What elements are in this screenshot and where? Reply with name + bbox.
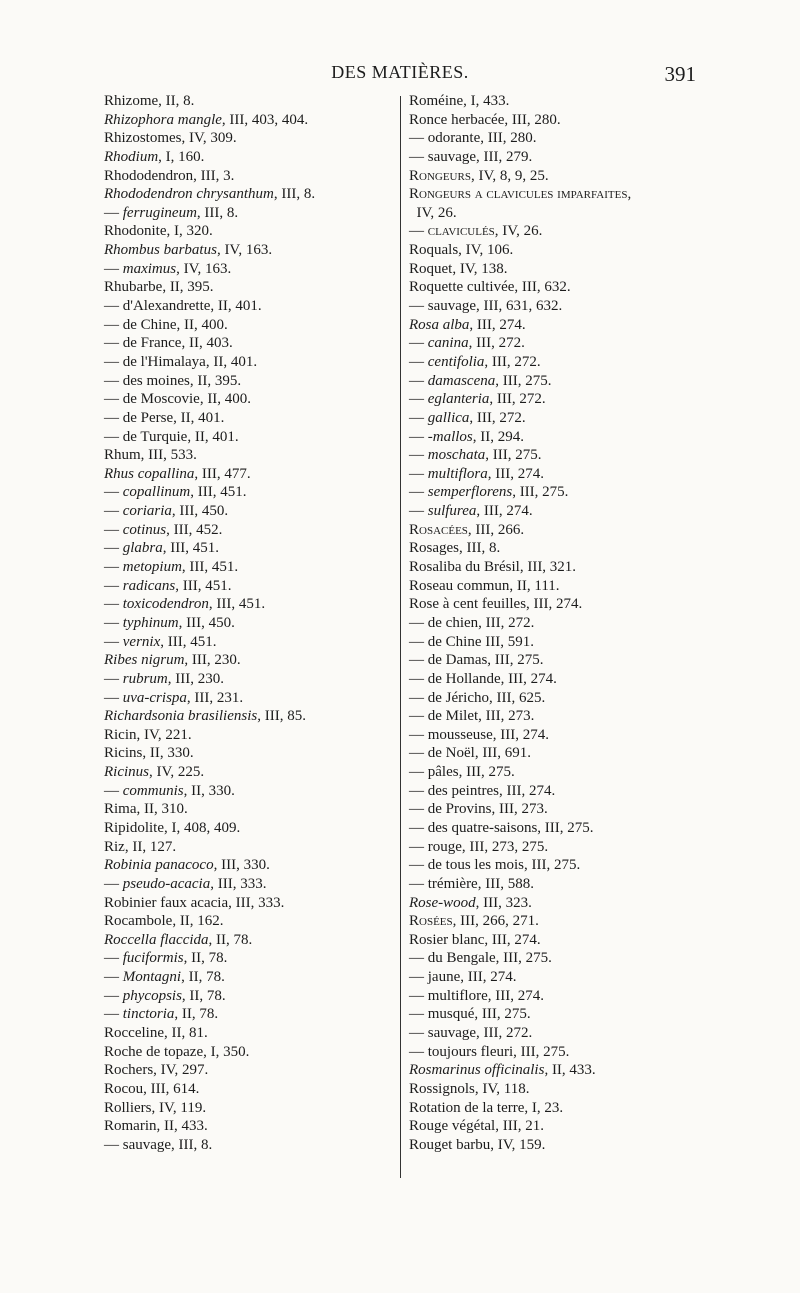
index-entry: — odorante, III, 280. [409,130,537,147]
column-divider [400,96,401,1178]
index-entry: — centifolia, III, 272. [409,353,541,370]
index-entry: Roquals, IV, 106. [409,242,514,259]
index-entry: Rhodium, I, 160. [104,148,205,165]
index-entry: — -mallos, II, 294. [409,428,524,445]
index-entry: Rochers, IV, 297. [104,1062,209,1079]
index-entry: Rhizome, II, 8. [104,93,195,109]
index-entry: Riz, II, 127. [104,838,177,855]
index-entry: — des moines, II, 395. [104,372,242,389]
index-entry: — damascena, III, 275. [409,372,552,389]
index-entry: Rose à cent feuilles, III, 274. [409,596,583,613]
index-entry: Rocceline, II, 81. [104,1025,208,1042]
index-entry: — eglanteria, III, 272. [409,391,546,408]
running-title: DES MATIÈRES. [331,62,469,82]
index-entry: Rhus copallina, III, 477. [104,465,251,482]
index-entry: — copallinum, III, 451. [104,484,247,501]
index-entry: — de Hollande, III, 274. [409,670,557,687]
index-entry: — sauvage, III, 279. [409,148,533,165]
index-entry: — maximus, IV, 163. [104,260,232,277]
index-entry: Ricinus, IV, 225. [104,764,205,781]
index-entry: — des quatre-saisons, III, 275. [409,819,594,836]
index-entry: — de Moscovie, II, 400. [104,391,252,408]
index-entry: — trémière, III, 588. [409,875,534,892]
index-entry: Ricins, II, 330. [104,745,194,762]
index-entry: — claviculés, IV, 26. [409,223,543,240]
index-entry: Rhombus barbatus, IV, 163. [104,242,273,259]
index-entry: — de Turquie, II, 401. [104,428,239,445]
index-entry: — de Jéricho, III, 625. [409,689,546,706]
page-header [0,62,800,86]
index-entry: — tinctoria, II, 78. [104,1006,219,1023]
index-entry: — multiflore, III, 274. [409,987,544,1004]
index-entry: Rocou, III, 614. [104,1080,200,1097]
index-entry: — musqué, III, 275. [409,1006,531,1023]
index-entry: — semperflorens, III, 275. [409,484,569,501]
index-entry: Rhododendron, III, 3. [104,167,235,184]
index-entry: Roquette cultivée, III, 632. [409,279,571,296]
index-entry: Robinier faux acacia, III, 333. [104,894,285,911]
index-entry: Roquet, IV, 138. [409,260,508,277]
index-entry: Rosaliba du Brésil, III, 321. [409,559,577,576]
index-entry: — communis, II, 330. [104,782,235,799]
index-entry: — du Bengale, III, 275. [409,950,552,967]
index-entry: — glabra, III, 451. [104,540,220,557]
index-entry: — de Perse, II, 401. [104,409,225,426]
index-entry: — de Damas, III, 275. [409,652,544,669]
index-entry: — phycopsis, II, 78. [104,987,226,1004]
index-column-left [104,92,394,1155]
index-entry: Rossignols, IV, 118. [409,1080,530,1097]
index-entry: — toxicodendron, III, 451. [104,596,266,613]
index-entry: — gallica, III, 272. [409,409,526,426]
index-entry: — Montagni, II, 78. [104,969,225,986]
index-entry: Rhizostomes, IV, 309. [104,130,237,147]
index-entry: Rongeurs, IV, 8, 9, 25. [409,167,549,184]
index-entry: — de chien, III, 272. [409,614,535,631]
index-entry: — de Milet, III, 273. [409,708,535,725]
index-entry: Ricin, IV, 221. [104,726,192,743]
index-entry: Rosages, III, 8. [409,540,501,557]
index-entry: Rolliers, IV, 119. [104,1099,207,1116]
index-entry: — de l'Himalaya, II, 401. [104,353,258,370]
index-entry: Ripidolite, I, 408, 409. [104,819,241,836]
index-entry: Roméine, I, 433. [409,93,510,109]
index-entry: Rhodonite, I, 320. [104,223,213,240]
page-number: 391 [664,62,696,86]
index-entry: — mousseuse, III, 274. [409,726,549,743]
index-entry: Roccella flaccida, II, 78. [104,931,253,948]
index-entry: Rouget barbu, IV, 159. [409,1136,546,1153]
index-entry: — multiflora, III, 274. [409,465,545,482]
index-entry: — des peintres, III, 274. [409,782,556,799]
index-entry: Romarin, II, 433. [104,1118,208,1135]
index-entry: — jaune, III, 274. [409,969,517,986]
index-entry: — fuciformis, II, 78. [104,950,228,967]
index-entry: — cotinus, III, 452. [104,521,223,538]
index-entry: Rima, II, 310. [104,801,188,818]
index-entry: IV, 26. [409,204,457,221]
index-entry: Rhododendron chrysanthum, III, 8. [104,186,316,203]
index-entry: Rhum, III, 533. [104,447,197,464]
index-entry: Robinia panacoco, III, 330. [104,857,270,874]
index-entry: Roseau commun, II, 111. [409,577,560,594]
index-entry: — coriaria, III, 450. [104,503,229,520]
index-entry: Rotation de la terre, I, 23. [409,1099,564,1116]
index-entry: — sauvage, III, 631, 632. [409,298,563,315]
index-entry: — rouge, III, 273, 275. [409,838,549,855]
index-entry: — de tous les mois, III, 275. [409,857,581,874]
index-entry: Rosier blanc, III, 274. [409,931,541,948]
index-entry: — d'Alexandrette, II, 401. [104,298,262,315]
index-entry: — de France, II, 403. [104,335,233,352]
index-entry: — typhinum, III, 450. [104,614,235,631]
index-entry: — uva-crispa, III, 231. [104,689,244,706]
index-entry: — de Chine, II, 400. [104,316,228,333]
index-entry: Rosa alba, III, 274. [409,316,526,333]
index-entry: — moschata, III, 275. [409,447,542,464]
index-entry: Rose-wood, III, 323. [409,894,532,911]
index-entry: — sauvage, III, 8. [104,1136,213,1153]
index-entry: — de Noël, III, 691. [409,745,532,762]
index-entry: — vernix, III, 451. [104,633,217,650]
index-entry: Rouge végétal, III, 21. [409,1118,544,1135]
index-entry: — pâles, III, 275. [409,764,515,781]
index-entry: — sulfurea, III, 274. [409,503,533,520]
index-entry: Roche de topaze, I, 350. [104,1043,250,1060]
index-entry: Rocambole, II, 162. [104,913,224,930]
index-entry: Rhubarbe, II, 395. [104,279,214,296]
index-entry: — canina, III, 272. [409,335,525,352]
index-entry: — de Chine III, 591. [409,633,534,650]
index-entry: Rosacées, III, 266. [409,521,525,538]
index-entry: — rubrum, III, 230. [104,670,225,687]
index-entry: Rongeurs a clavicules imparfaites, [409,186,632,203]
index-entry: — de Provins, III, 273. [409,801,548,818]
index-entry: Ribes nigrum, III, 230. [104,652,241,669]
index-entry: Richardsonia brasiliensis, III, 85. [104,708,306,725]
index-entry: — radicans, III, 451. [104,577,232,594]
index-entry: Rosées, III, 266, 271. [409,913,539,930]
index-entry: — toujours fleuri, III, 275. [409,1043,570,1060]
index-entry: — ferrugineum, III, 8. [104,204,239,221]
index-entry: Rosmarinus officinalis, II, 433. [409,1062,596,1079]
index-entry: Ronce herbacée, III, 280. [409,111,561,128]
index-entry: Rhizophora mangle, III, 403, 404. [104,111,309,128]
index-entry: — metopium, III, 451. [104,559,239,576]
index-column-right [409,92,709,1155]
index-entry: — sauvage, III, 272. [409,1025,533,1042]
index-entry: — pseudo-acacia, III, 333. [104,875,267,892]
